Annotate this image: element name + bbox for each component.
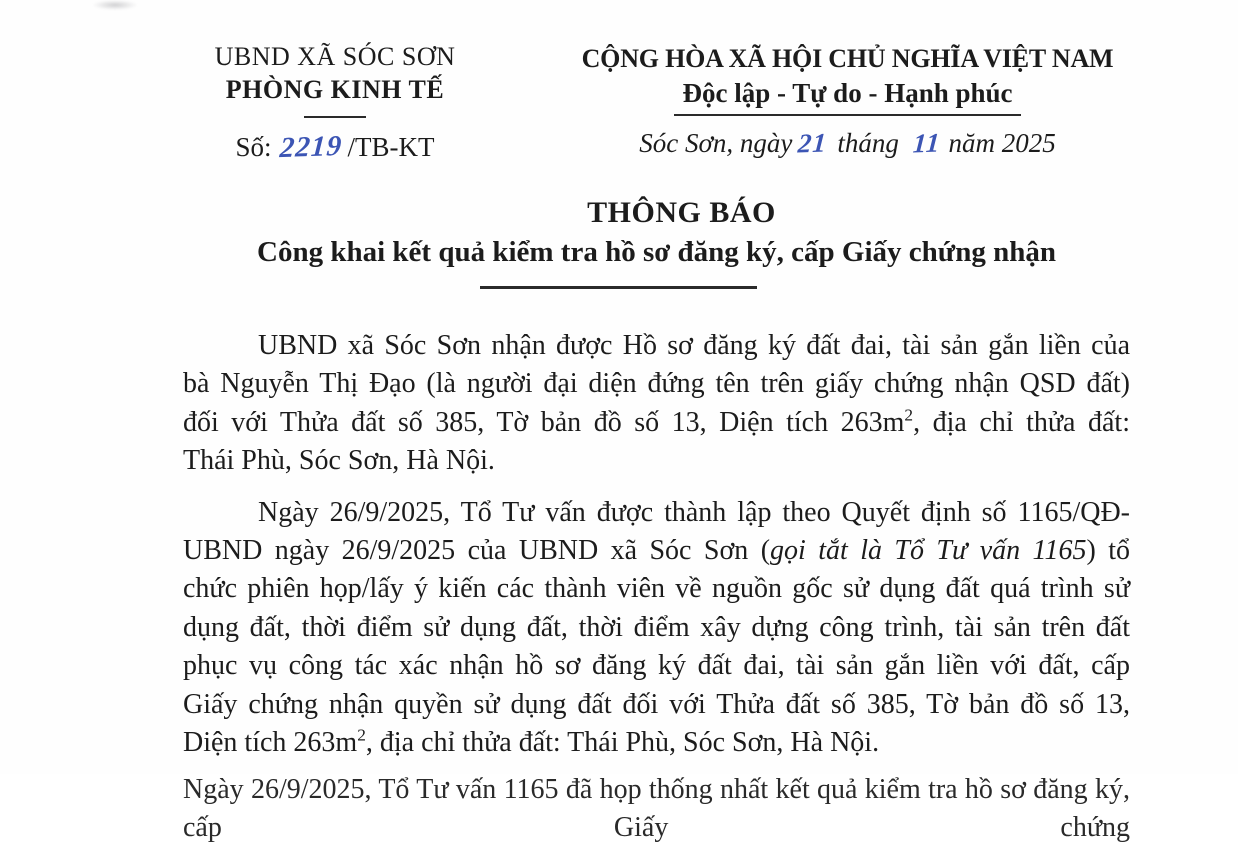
p1-line4: Thái Phù, Sóc Sơn, Hà Nội. [183,445,495,477]
document-number-prefix: Số: [235,132,272,162]
clipped-line-text: Ngày 26/9/2025, Tổ Tư vấn 1165 đã họp thống nhất kết quả kiểm tra hồ sơ đăng ký, cấp Giấy chứng [183,774,1130,844]
p2-line2-text: UBND ngày 26/9/2025 của UBND xã Sóc Sơn ( [183,535,771,567]
date-month-label: tháng [837,128,899,158]
p1-line2: bà Nguyễn Thị Đạo (là người đại diện đứng tên trên giấy chứng nhận QSD đất) [183,368,1130,400]
header-issuing-org [170,42,500,164]
clipped-bottom-text-line [183,768,1130,844]
p2-line2 [183,532,1130,570]
org-name: PHÒNG KINH TẾ [225,75,445,104]
national-title: CỘNG HÒA XÃ HỘI CHỦ NGHĨA VIỆT NAM [581,44,1114,73]
document-title: THÔNG BÁO [587,196,776,229]
date-place-prefix: Sóc Sơn, ngày [639,128,793,158]
p1-line3-text: đối với Thửa đất số 385, Tờ bản đồ số 13, Diện tích 263m [183,406,905,438]
square-meter-superscript: 2 [904,405,914,425]
document-subtitle: Công khai kết quả kiểm tra hồ sơ đăng ký, cấp Giấy chứng nhận [257,236,1056,268]
p1-line3-tail: , địa chỉ thửa đất: [913,406,1130,438]
document-number-handwritten: 2219 [278,129,343,165]
scan-artifact [92,0,138,10]
p2-line3: chức phiên họp/lấy ý kiến các thành viên về nguồn gốc sử dụng đất quá trình sử [183,573,1130,605]
p2-line5: phục vụ công tác xác nhận hồ sơ đăng ký đất đai, tài sản gắn liền với đất, cấp [183,650,1130,682]
p2-line7 [183,724,1130,762]
place-date-line [555,128,1140,159]
p2-line7-tail: , địa chỉ thửa đất: Thái Phù, Sóc Sơn, Hà Nội. [365,727,880,759]
org-parent-name: UBND XÃ SÓC SƠN [214,42,456,71]
p2-line6: Giấy chứng nhận quyền sử dụng đất đối với Thửa đất số 385, Tờ bản đồ số 13, [183,688,1130,720]
document-number-suffix: /TB-KT [347,132,435,162]
p1-line1: UBND xã Sóc Sơn nhận được Hồ sơ đăng ký đất đai, tài sản gắn liền của [258,330,1130,361]
title-divider-rule [480,286,757,289]
document-number-line [170,131,500,164]
org-underline-rule [304,116,366,118]
title-block [183,196,1130,269]
date-day-handwritten: 21 [797,127,829,159]
paragraph-1 [183,327,1130,481]
square-meter-superscript: 2 [357,725,366,745]
p2-line7-text: Diện tích 263m [183,727,358,759]
p2-line1: Ngày 26/9/2025, Tổ Tư vấn được thành lập theo Quyết định số 1165/QĐ- [258,496,1130,528]
paragraph-2 [183,494,1130,763]
p2-line2-tail: ) tổ [1086,535,1130,567]
header-national-motto [555,44,1140,159]
p2-line4: dụng đất, thời điểm sử dụng đất, thời điểm xây dựng công trình, tài sản trên đất [183,611,1130,643]
national-motto: Độc lập - Tự do - Hạnh phúc [674,78,1020,116]
date-year-label: năm 2025 [948,128,1056,158]
p1-line3 [183,404,1130,442]
p2-line2-italic-alias: gọi tắt là Tổ Tư vấn 1165 [770,535,1087,567]
document-body [183,327,1130,762]
date-month-handwritten: 11 [911,127,942,159]
